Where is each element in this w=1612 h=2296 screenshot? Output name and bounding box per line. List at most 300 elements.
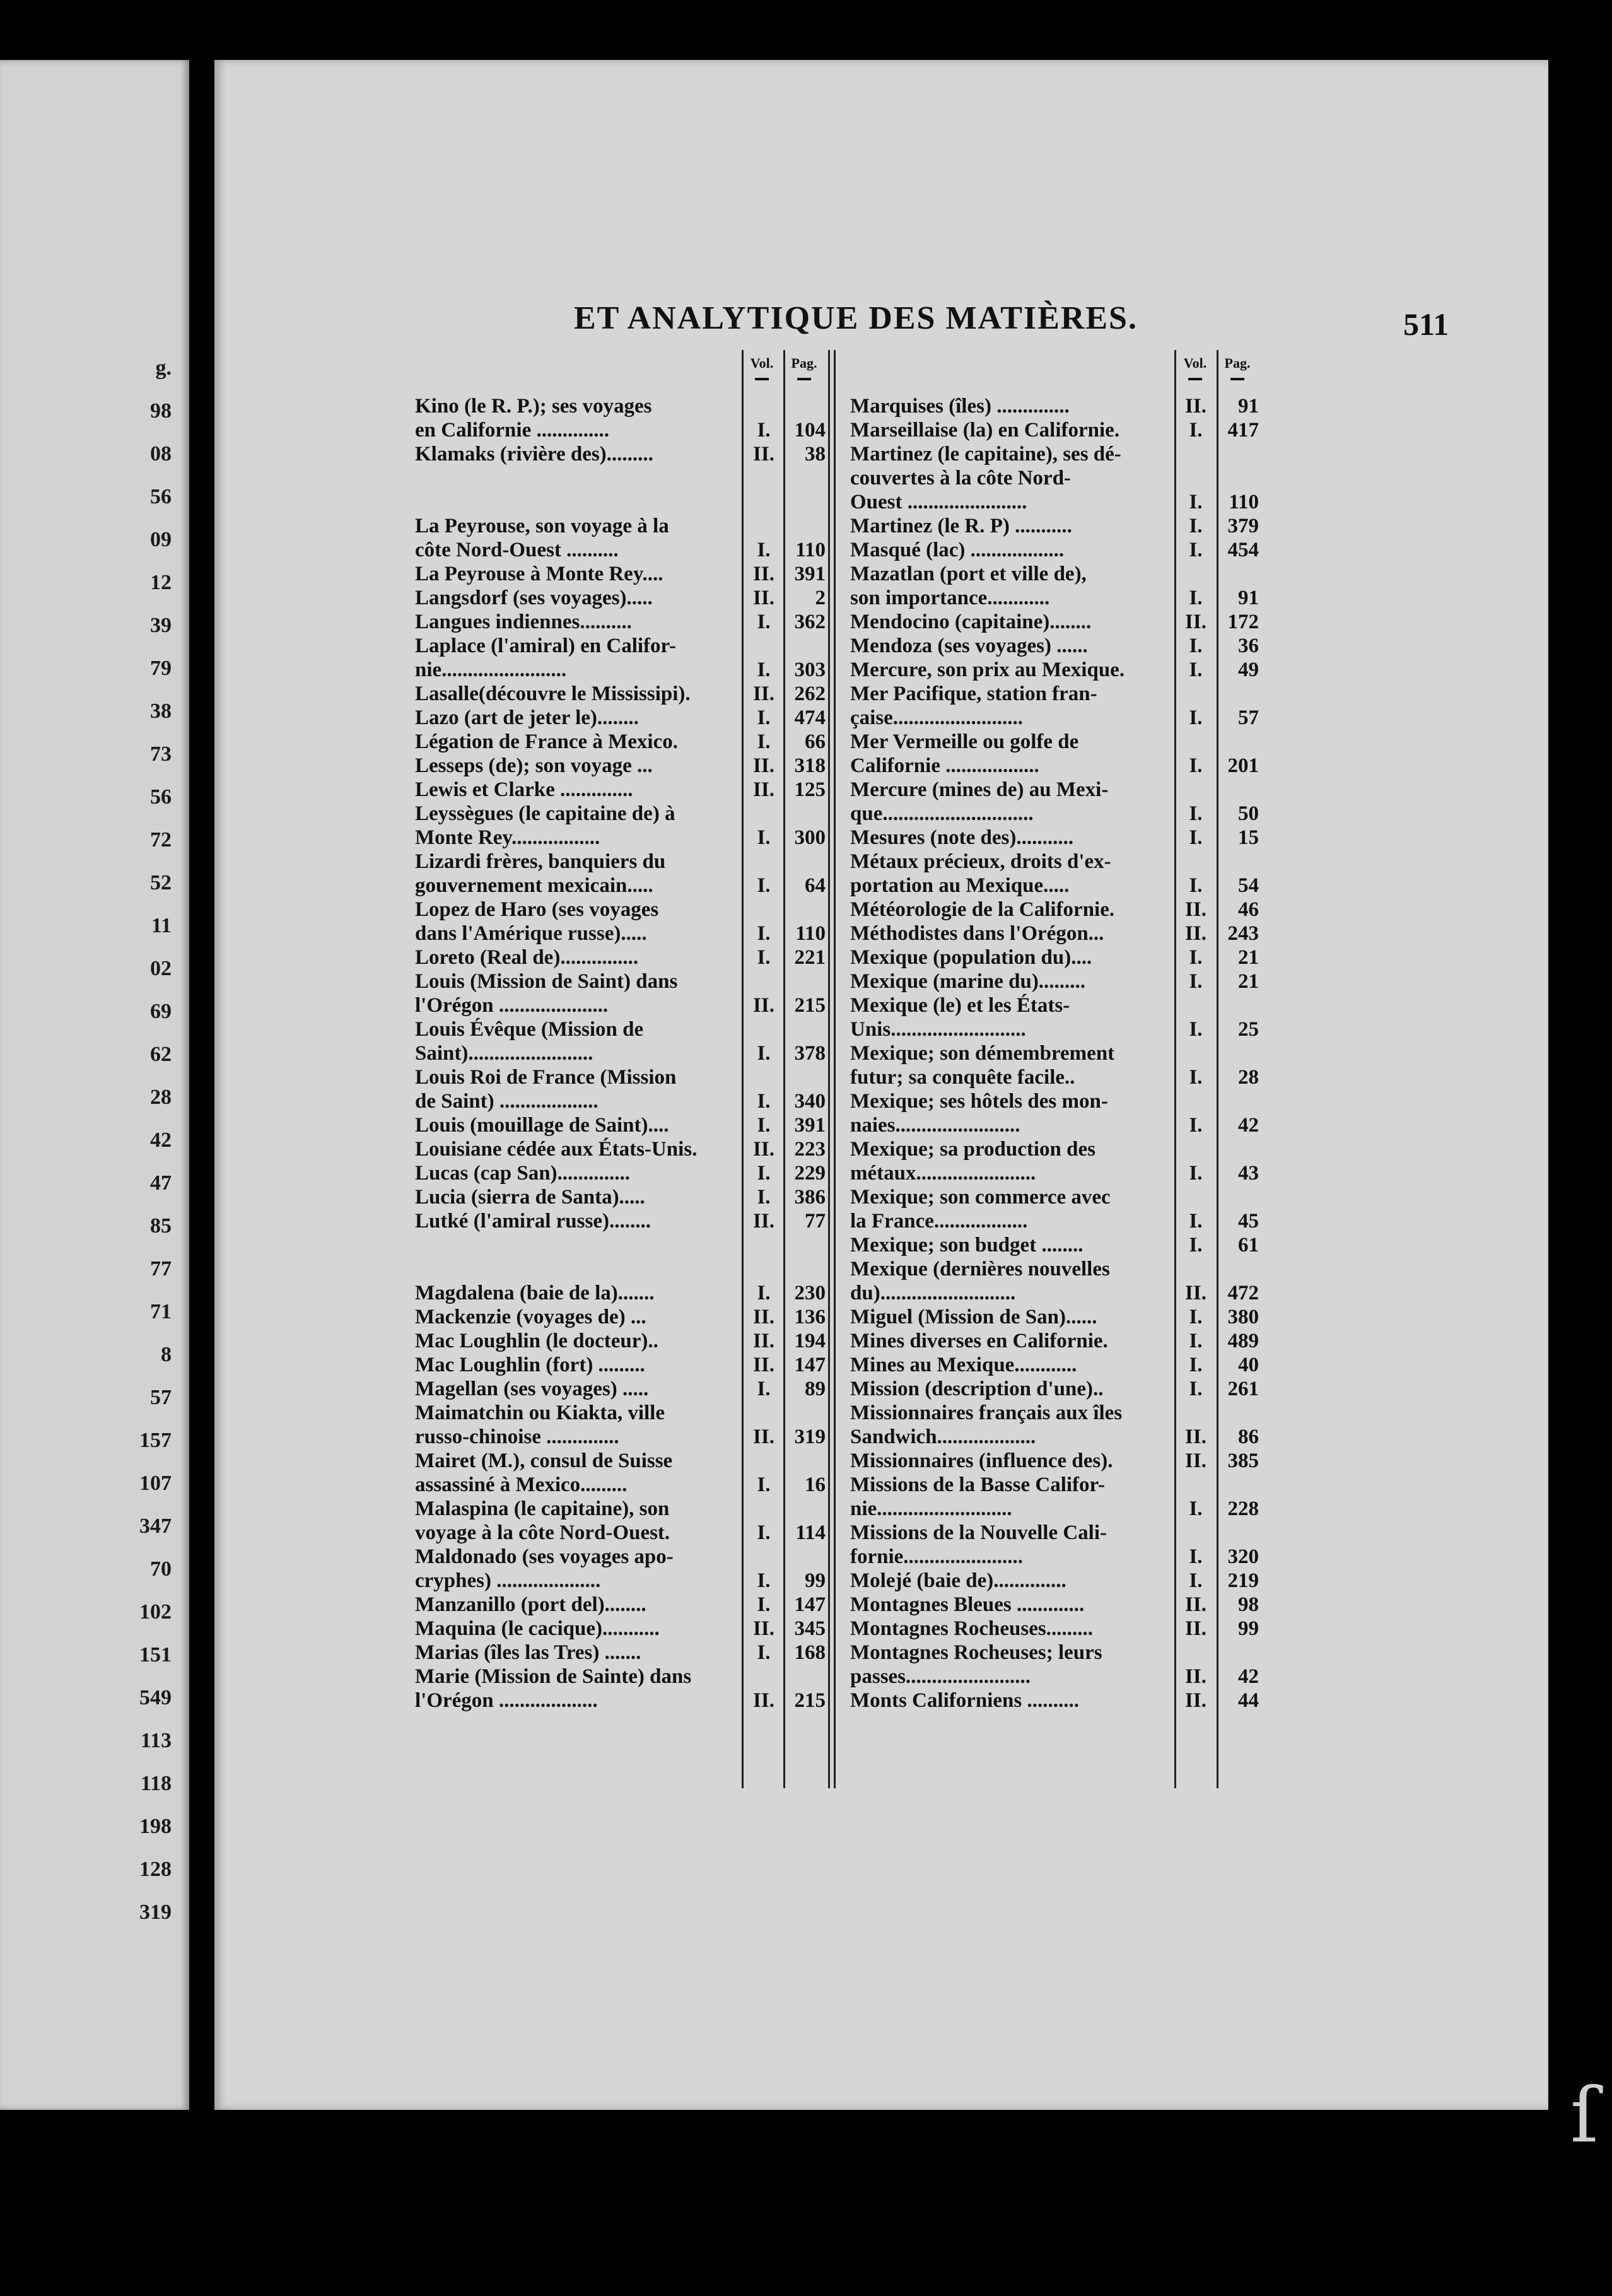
entry-page: 380 — [1227, 1306, 1259, 1328]
index-entry — [214, 802, 1476, 826]
entry-text: la France.................. — [850, 1210, 1028, 1233]
entry-volume: II. — [753, 1138, 774, 1161]
entry-volume: II. — [1185, 395, 1206, 418]
entry-volume: II. — [1185, 1426, 1206, 1448]
entry-page: 21 — [1238, 946, 1259, 969]
entry-volume: II. — [753, 1306, 774, 1328]
entry-volume: I. — [1189, 659, 1203, 681]
index-entry — [214, 778, 1476, 802]
index-entry — [214, 442, 1476, 466]
index-entry — [214, 682, 1476, 706]
entry-text: Lopez de Haro (ses voyages — [415, 898, 659, 921]
entry-volume: I. — [757, 874, 771, 897]
entry-text: Maimatchin ou Kiakta, ville — [415, 1402, 665, 1424]
index-entry — [214, 1641, 1476, 1665]
margin-number: 71 — [150, 1300, 172, 1323]
entry-text: Montagnes Rocheuses; leurs — [850, 1641, 1102, 1664]
entry-volume: II. — [1185, 1593, 1206, 1616]
entry-text: Monte Rey................. — [415, 826, 600, 849]
entry-volume: II. — [753, 1426, 774, 1448]
entry-page: 28 — [1238, 1066, 1259, 1089]
entry-volume: I. — [1189, 419, 1203, 442]
margin-number: 12 — [150, 571, 172, 594]
entry-text: Leyssègues (le capitaine de) à — [415, 802, 675, 825]
index-entry — [214, 730, 1476, 754]
entry-text: Lizardi frères, banquiers du — [415, 850, 666, 873]
margin-number: 52 — [150, 871, 172, 894]
entry-page: 61 — [1238, 1234, 1259, 1256]
entry-text: Mendoza (ses voyages) ...... — [850, 635, 1088, 657]
margin-number: 11 — [151, 914, 172, 937]
entry-volume: I. — [1189, 1378, 1203, 1400]
entry-page: 110 — [795, 539, 826, 561]
entry-page: 86 — [1238, 1426, 1259, 1448]
entry-page: 110 — [1229, 491, 1259, 513]
entry-volume: I. — [757, 539, 771, 561]
entry-page: 147 — [794, 1593, 826, 1616]
margin-number: 198 — [139, 1815, 172, 1838]
margin-number: 42 — [150, 1128, 172, 1152]
entry-text: Lewis et Clarke .............. — [415, 778, 633, 801]
index-entry — [214, 610, 1476, 634]
entry-page: 261 — [1227, 1378, 1259, 1400]
index-entry — [214, 969, 1476, 993]
margin-number: 107 — [139, 1472, 172, 1495]
entry-page: 378 — [794, 1042, 826, 1065]
entry-volume: I. — [1189, 587, 1203, 609]
entry-text: futur; sa conquête facile.. — [850, 1066, 1075, 1089]
entry-text: en Californie .............. — [415, 419, 609, 442]
entry-volume: II. — [1185, 611, 1206, 633]
entry-page: 16 — [805, 1473, 826, 1496]
index-entry — [214, 634, 1476, 658]
entry-volume: I. — [757, 1162, 771, 1185]
page-number: 511 — [1403, 307, 1449, 342]
entry-text: Mexique (marine du)......... — [850, 970, 1086, 993]
margin-number: 118 — [140, 1772, 172, 1795]
entry-volume: II. — [753, 1330, 774, 1352]
index-entry — [214, 1257, 1476, 1281]
entry-text: Montagnes Rocheuses......... — [850, 1617, 1093, 1640]
index-entry — [214, 1089, 1476, 1113]
entry-volume: II. — [1185, 1450, 1206, 1472]
margin-number: 8 — [161, 1343, 172, 1366]
pencil-mark: ſ — [1570, 2072, 1599, 2160]
entry-page: 104 — [794, 419, 826, 442]
entry-page: 215 — [794, 1689, 826, 1712]
index-entry — [214, 1017, 1476, 1041]
entry-text: Météorologie de la Californie. — [850, 898, 1115, 921]
index-entry — [214, 1353, 1476, 1377]
entry-text: Californie .................. — [850, 754, 1039, 777]
entry-text: Kino (le R. P.); ses voyages — [415, 395, 652, 418]
entry-volume: II. — [753, 994, 774, 1017]
margin-number: 72 — [150, 828, 172, 852]
entry-text: Mines diverses en Californie. — [850, 1330, 1108, 1352]
entry-text: Maldonado (ses voyages apo- — [415, 1545, 674, 1568]
margin-number: 56 — [150, 785, 172, 809]
entry-volume: I. — [1189, 1210, 1203, 1233]
margin-number: 157 — [139, 1429, 172, 1452]
entry-text: Mexique; son budget ........ — [850, 1234, 1083, 1256]
entry-volume: I. — [757, 1473, 771, 1496]
index-entry — [214, 1041, 1476, 1065]
entry-volume: II. — [1185, 1665, 1206, 1688]
entry-page: 54 — [1238, 874, 1259, 897]
margin-number: 69 — [150, 1000, 172, 1023]
entry-page: 57 — [1238, 706, 1259, 729]
entry-page: 125 — [794, 778, 826, 801]
entry-page: 201 — [1227, 754, 1259, 777]
entry-volume: II. — [753, 1617, 774, 1640]
entry-volume: I. — [1189, 1306, 1203, 1328]
entry-text: nie........................ — [415, 659, 567, 681]
entry-volume: I. — [1189, 946, 1203, 969]
entry-text: voyage à la côte Nord-Ouest. — [415, 1521, 670, 1544]
index-entry — [214, 826, 1476, 850]
entry-text: Mac Loughlin (fort) ......... — [415, 1354, 645, 1376]
entry-text: dans l'Amérique russe)..... — [415, 922, 647, 945]
index-entry — [214, 538, 1476, 562]
entry-volume: I. — [757, 1114, 771, 1137]
left-pag-label: Pag. — [791, 355, 817, 371]
entry-text: Montagnes Bleues ............. — [850, 1593, 1085, 1616]
index-entry — [214, 1161, 1476, 1185]
entry-text: Klamaks (rivière des)......... — [415, 443, 653, 466]
index-entry — [214, 1569, 1476, 1593]
entry-volume: II. — [1185, 1617, 1206, 1640]
margin-number: 98 — [150, 399, 172, 423]
entry-page: 36 — [1238, 635, 1259, 657]
index-entry — [214, 1185, 1476, 1209]
entry-volume: I. — [1189, 802, 1203, 825]
entry-text: assassiné à Mexico......... — [415, 1473, 628, 1496]
index-entry — [214, 1137, 1476, 1161]
entry-text: La Peyrouse à Monte Rey.... — [415, 563, 663, 585]
margin-number: 128 — [139, 1858, 172, 1881]
entry-text: Lucia (sierra de Santa)..... — [415, 1186, 645, 1209]
entry-page: 472 — [1227, 1282, 1259, 1304]
entry-text: Mercure, son prix au Mexique. — [850, 659, 1125, 681]
entry-text: Martinez (le R. P) ........... — [850, 515, 1072, 537]
entry-volume: I. — [757, 611, 771, 633]
entry-text: Missions de la Basse Califor- — [850, 1473, 1105, 1496]
left-pag-header — [785, 355, 823, 380]
index-entry — [214, 1545, 1476, 1569]
entry-text: Missions de la Nouvelle Cali- — [850, 1521, 1107, 1544]
entry-text: Magellan (ses voyages) ..... — [415, 1378, 649, 1400]
entry-text: couvertes à la côte Nord- — [850, 467, 1072, 489]
entry-volume: I. — [1189, 1497, 1203, 1520]
entry-text: Masqué (lac) .................. — [850, 539, 1065, 561]
entry-text: Marseillaise (la) en Californie. — [850, 419, 1120, 442]
entry-page: 489 — [1227, 1330, 1259, 1352]
index-entry — [214, 466, 1476, 490]
entry-volume: II. — [753, 754, 774, 777]
entry-page: 172 — [1227, 611, 1259, 633]
index-entry — [214, 1665, 1476, 1689]
index-entry — [214, 706, 1476, 730]
entry-page: 77 — [805, 1210, 826, 1233]
entry-text: Langsdorf (ses voyages)..... — [415, 587, 653, 609]
entry-volume: I. — [1189, 515, 1203, 537]
entry-page: 318 — [794, 754, 826, 777]
entry-page: 168 — [794, 1641, 826, 1664]
index-entry — [214, 586, 1476, 610]
entry-text: Mac Loughlin (le docteur).. — [415, 1330, 658, 1352]
entry-text: Missionnaires (influence des). — [850, 1450, 1113, 1472]
entry-volume: I. — [1189, 1330, 1203, 1352]
index-entry — [214, 850, 1476, 874]
margin-number: 70 — [150, 1557, 172, 1581]
entry-text: Louisiane cédée aux États-Unis. — [415, 1138, 698, 1161]
entry-volume: I. — [1189, 706, 1203, 729]
entry-page: 114 — [795, 1521, 826, 1544]
entry-page: 340 — [794, 1090, 826, 1113]
index-entry — [214, 394, 1476, 418]
index-entry — [214, 1065, 1476, 1089]
entry-text: gouvernement mexicain..... — [415, 874, 653, 897]
entry-page: 38 — [805, 443, 826, 466]
entry-page: 417 — [1227, 419, 1259, 442]
entry-volume: I. — [757, 1593, 771, 1616]
entry-text: Maquina (le cacique)........... — [415, 1617, 660, 1640]
entry-volume: I. — [757, 1641, 771, 1664]
entry-text: son importance............ — [850, 587, 1050, 609]
entry-volume: I. — [757, 1378, 771, 1400]
entry-volume: II. — [753, 1689, 774, 1712]
right-vol-label: Vol. — [1183, 355, 1207, 371]
index-entry — [214, 1521, 1476, 1545]
index-entry — [214, 946, 1476, 969]
margin-number: 102 — [139, 1600, 172, 1624]
entry-text: fornie....................... — [850, 1545, 1024, 1568]
entry-text: Louis Évêque (Mission de — [415, 1018, 644, 1041]
margin-number: 39 — [150, 614, 172, 637]
entry-page: 91 — [1238, 587, 1259, 609]
entry-page: 45 — [1238, 1210, 1259, 1233]
margin-number: 09 — [150, 528, 172, 551]
entry-page: 474 — [794, 706, 826, 729]
entry-page: 391 — [794, 1114, 826, 1137]
entry-page: 44 — [1238, 1689, 1259, 1712]
entry-page: 219 — [1227, 1569, 1259, 1592]
entry-page: 2 — [815, 587, 826, 609]
entry-text: çaise......................... — [850, 706, 1024, 729]
entry-text: Mexique; ses hôtels des mon- — [850, 1090, 1108, 1113]
margin-number: 73 — [150, 742, 172, 766]
margin-number: 38 — [150, 700, 172, 723]
entry-page: 43 — [1238, 1162, 1259, 1185]
entry-text: Mines au Mexique............ — [850, 1354, 1077, 1376]
index-entry — [214, 514, 1476, 538]
entry-volume: II. — [753, 443, 774, 466]
index-page — [214, 60, 1599, 2160]
entry-volume: I. — [757, 659, 771, 681]
entry-page: 42 — [1238, 1665, 1259, 1688]
margin-number: g. — [155, 356, 172, 380]
margin-number: 02 — [150, 957, 172, 980]
entry-page: 89 — [805, 1378, 826, 1400]
entry-page: 40 — [1238, 1354, 1259, 1376]
entry-text: Mercure (mines de) au Mexi- — [850, 778, 1109, 801]
entry-text: Mexique; sa production des — [850, 1138, 1096, 1161]
entry-volume: I. — [757, 730, 771, 753]
entry-text: Missionnaires français aux îles — [850, 1402, 1123, 1424]
entry-page: 98 — [1238, 1593, 1259, 1616]
entry-text: du).......................... — [850, 1282, 1016, 1304]
entry-volume: I. — [1189, 970, 1203, 993]
entry-text: Lasalle(découvre le Mississipi). — [415, 682, 691, 705]
index-entry — [214, 754, 1476, 778]
entry-volume: I. — [757, 1042, 771, 1065]
entry-volume: II. — [753, 1210, 774, 1233]
index-entry — [214, 658, 1476, 682]
page-title: ET ANALYTIQUE DES MATIÈRES. — [574, 300, 1138, 336]
entry-text: naies........................ — [850, 1114, 1020, 1137]
margin-number: 151 — [139, 1643, 172, 1666]
entry-volume: I. — [757, 1521, 771, 1544]
margin-number: 319 — [139, 1901, 172, 1924]
entry-page: 25 — [1238, 1018, 1259, 1041]
index-entry — [214, 1617, 1476, 1641]
entry-volume: I. — [757, 1282, 771, 1304]
entry-page: 66 — [805, 730, 826, 753]
left-vol-label: Vol. — [750, 355, 774, 371]
entry-text: l'Orégon ..................... — [415, 994, 609, 1017]
margin-number: 549 — [139, 1686, 172, 1709]
entry-volume: I. — [757, 1090, 771, 1113]
margin-number: 47 — [150, 1171, 172, 1195]
right-pag-label: Pag. — [1224, 355, 1251, 371]
entry-text: Miguel (Mission de San)...... — [850, 1306, 1097, 1328]
entry-page: 262 — [794, 682, 826, 705]
entry-text: nie.......................... — [850, 1497, 1012, 1520]
entry-text: Loreto (Real de)............... — [415, 946, 639, 969]
entry-volume: II. — [753, 778, 774, 801]
entry-page: 243 — [1227, 922, 1259, 945]
entry-volume: II. — [1185, 898, 1206, 921]
right-pag-header — [1218, 355, 1256, 380]
entry-volume: I. — [1189, 1569, 1203, 1592]
margin-number: 113 — [140, 1729, 172, 1752]
entry-text: Manzanillo (port del)........ — [415, 1593, 646, 1616]
entry-text: côte Nord-Ouest .......... — [415, 539, 619, 561]
entry-text: que............................. — [850, 802, 1034, 825]
index-entry — [214, 993, 1476, 1017]
index-entry — [214, 1473, 1476, 1497]
entry-text: cryphes) .................... — [415, 1569, 601, 1592]
entry-page: 386 — [794, 1186, 826, 1209]
entry-text: Magdalena (baie de la)....... — [415, 1282, 655, 1304]
index-entry — [214, 1113, 1476, 1137]
index-entry — [214, 562, 1476, 586]
entry-text: Métaux précieux, droits d'ex- — [850, 850, 1111, 873]
entry-page: 42 — [1238, 1114, 1259, 1137]
entry-text: Mexique; son commerce avec — [850, 1186, 1111, 1209]
entry-page: 362 — [794, 611, 826, 633]
entry-page: 379 — [1227, 515, 1259, 537]
entry-page: 215 — [794, 994, 826, 1017]
entry-page: 91 — [1238, 395, 1259, 418]
entry-text: Mexique (population du).... — [850, 946, 1092, 969]
entry-text: Mer Pacifique, station fran- — [850, 682, 1097, 705]
entry-text: Mexique (le) et les États- — [850, 994, 1070, 1017]
entry-text: Mackenzie (voyages de) ... — [415, 1306, 646, 1328]
entry-page: 454 — [1227, 539, 1259, 561]
entry-text: Mexique; son démembrement — [850, 1042, 1115, 1065]
entry-page: 221 — [794, 946, 826, 969]
entry-volume: II. — [1185, 1689, 1206, 1712]
entry-volume: I. — [1189, 1066, 1203, 1089]
margin-number: 08 — [150, 442, 172, 466]
entry-page: 229 — [794, 1162, 826, 1185]
entry-text: Unis.......................... — [850, 1018, 1026, 1041]
entry-page: 21 — [1238, 970, 1259, 993]
entry-text: Mission (description d'une).. — [850, 1378, 1104, 1400]
entry-text: Malaspina (le capitaine), son — [415, 1497, 670, 1520]
entry-page: 319 — [794, 1426, 826, 1448]
entry-text: Lucas (cap San).............. — [415, 1162, 631, 1185]
index-entry — [214, 1329, 1476, 1353]
entry-text: passes........................ — [850, 1665, 1031, 1688]
index-entry — [214, 1425, 1476, 1449]
entry-page: 320 — [1227, 1545, 1259, 1568]
entry-volume: I. — [757, 1186, 771, 1209]
entry-volume: I. — [1189, 539, 1203, 561]
index-entry — [214, 922, 1476, 946]
margin-number: 77 — [150, 1257, 172, 1280]
entry-volume: I. — [1189, 1234, 1203, 1256]
entry-text: Mexique (dernières nouvelles — [850, 1258, 1110, 1280]
index-entry — [214, 1305, 1476, 1329]
entry-page: 303 — [794, 659, 826, 681]
entry-volume: I. — [757, 706, 771, 729]
entry-text: Méthodistes dans l'Orégon... — [850, 922, 1104, 945]
entry-page: 46 — [1238, 898, 1259, 921]
index-entry — [214, 874, 1476, 898]
entry-page: 391 — [794, 563, 826, 585]
entry-page: 223 — [794, 1138, 826, 1161]
entry-volume: I. — [1189, 1114, 1203, 1137]
entry-text: Sandwich................... — [850, 1426, 1036, 1448]
entry-text: Lesseps (de); son voyage ... — [415, 754, 653, 777]
entry-volume: I. — [757, 946, 771, 969]
margin-number: 57 — [150, 1386, 172, 1409]
entry-text: Langues indiennes.......... — [415, 611, 632, 633]
entry-text: Mairet (M.), consul de Suisse — [415, 1450, 673, 1472]
entry-text: Mer Vermeille ou golfe de — [850, 730, 1079, 753]
entry-text: l'Orégon ................... — [415, 1689, 598, 1712]
entry-text: Saint)........................ — [415, 1042, 593, 1065]
index-entry — [214, 1209, 1476, 1233]
left-page-fragment — [0, 60, 189, 2110]
entry-volume: II. — [1185, 1282, 1206, 1304]
entry-volume: I. — [757, 922, 771, 945]
entry-text: métaux....................... — [850, 1162, 1036, 1185]
entry-page: 99 — [805, 1569, 826, 1592]
entry-text: russo-chinoise .............. — [415, 1426, 619, 1448]
right-vol-header — [1176, 355, 1214, 380]
entry-text: Ouest ....................... — [850, 491, 1027, 513]
entry-text: La Peyrouse, son voyage à la — [415, 515, 669, 537]
entry-volume: I. — [1189, 1354, 1203, 1376]
entry-text: Louis (Mission de Saint) dans — [415, 970, 678, 993]
index-entry — [214, 1281, 1476, 1305]
index-entry — [214, 1593, 1476, 1617]
entry-page: 64 — [805, 874, 826, 897]
entry-volume: II. — [753, 587, 774, 609]
